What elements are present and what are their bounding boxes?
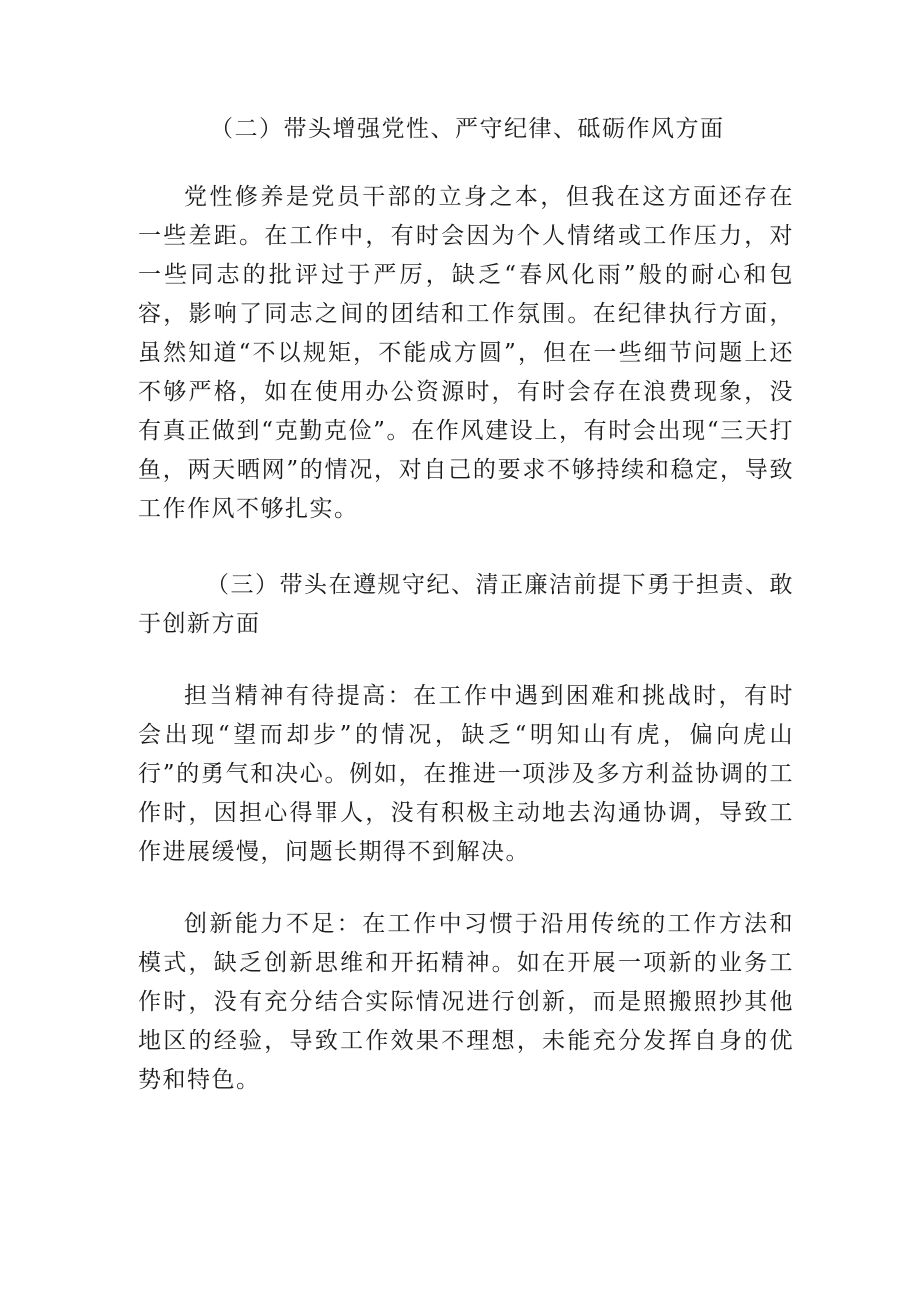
- section-heading-3: （三）带头在遵规守纪、清正廉洁前提下勇于担责、敢于创新方面: [138, 572, 794, 637]
- paragraph-responsibility: 担当精神有待提高：在工作中遇到困难和挑战时，有时会出现“望而却步”的情况，缺乏“明知山有虎，偏向虎山行”的勇气和决心。例如，在推进一项涉及多方利益协调的工作时，因担心得罪人，没有积极主动地去沟通协调，导致工作进展缓慢，问题长期得不到解决。: [138, 683, 794, 865]
- document-body: [138, 110, 794, 1100]
- paragraph-innovation: 创新能力不足：在工作中习惯于沿用传统的工作方法和模式，缺乏创新思维和开拓精神。如在开展一项新的业务工作时，没有充分结合实际情况进行创新，而是照搬照抄其他地区的经验，导致工作效果不理想，未能充分发挥自身的优势和特色。: [138, 911, 794, 1093]
- paragraph-party-spirit: 党性修养是党员干部的立身之本，但我在这方面还存在一些差距。在工作中，有时会因为个人情绪或工作压力，对一些同志的批评过于严厉，缺乏“春风化雨”般的耐心和包容，影响了同志之间的团结和工作氛围。在纪律执行方面，虽然知道“不以规矩，不能成方圆”，但在一些细节问题上还不够严格，如在使用办公资源时，有时会存在浪费现象，没有真正做到“克勤克俭”。在作风建设上，有时会出现“三天打鱼，两天晒网”的情况，对自己的要求不够持续和稳定，导致工作作风不够扎实。: [138, 184, 794, 522]
- section-heading-2: （二）带头增强党性、严守纪律、砥砺作风方面: [210, 116, 725, 142]
